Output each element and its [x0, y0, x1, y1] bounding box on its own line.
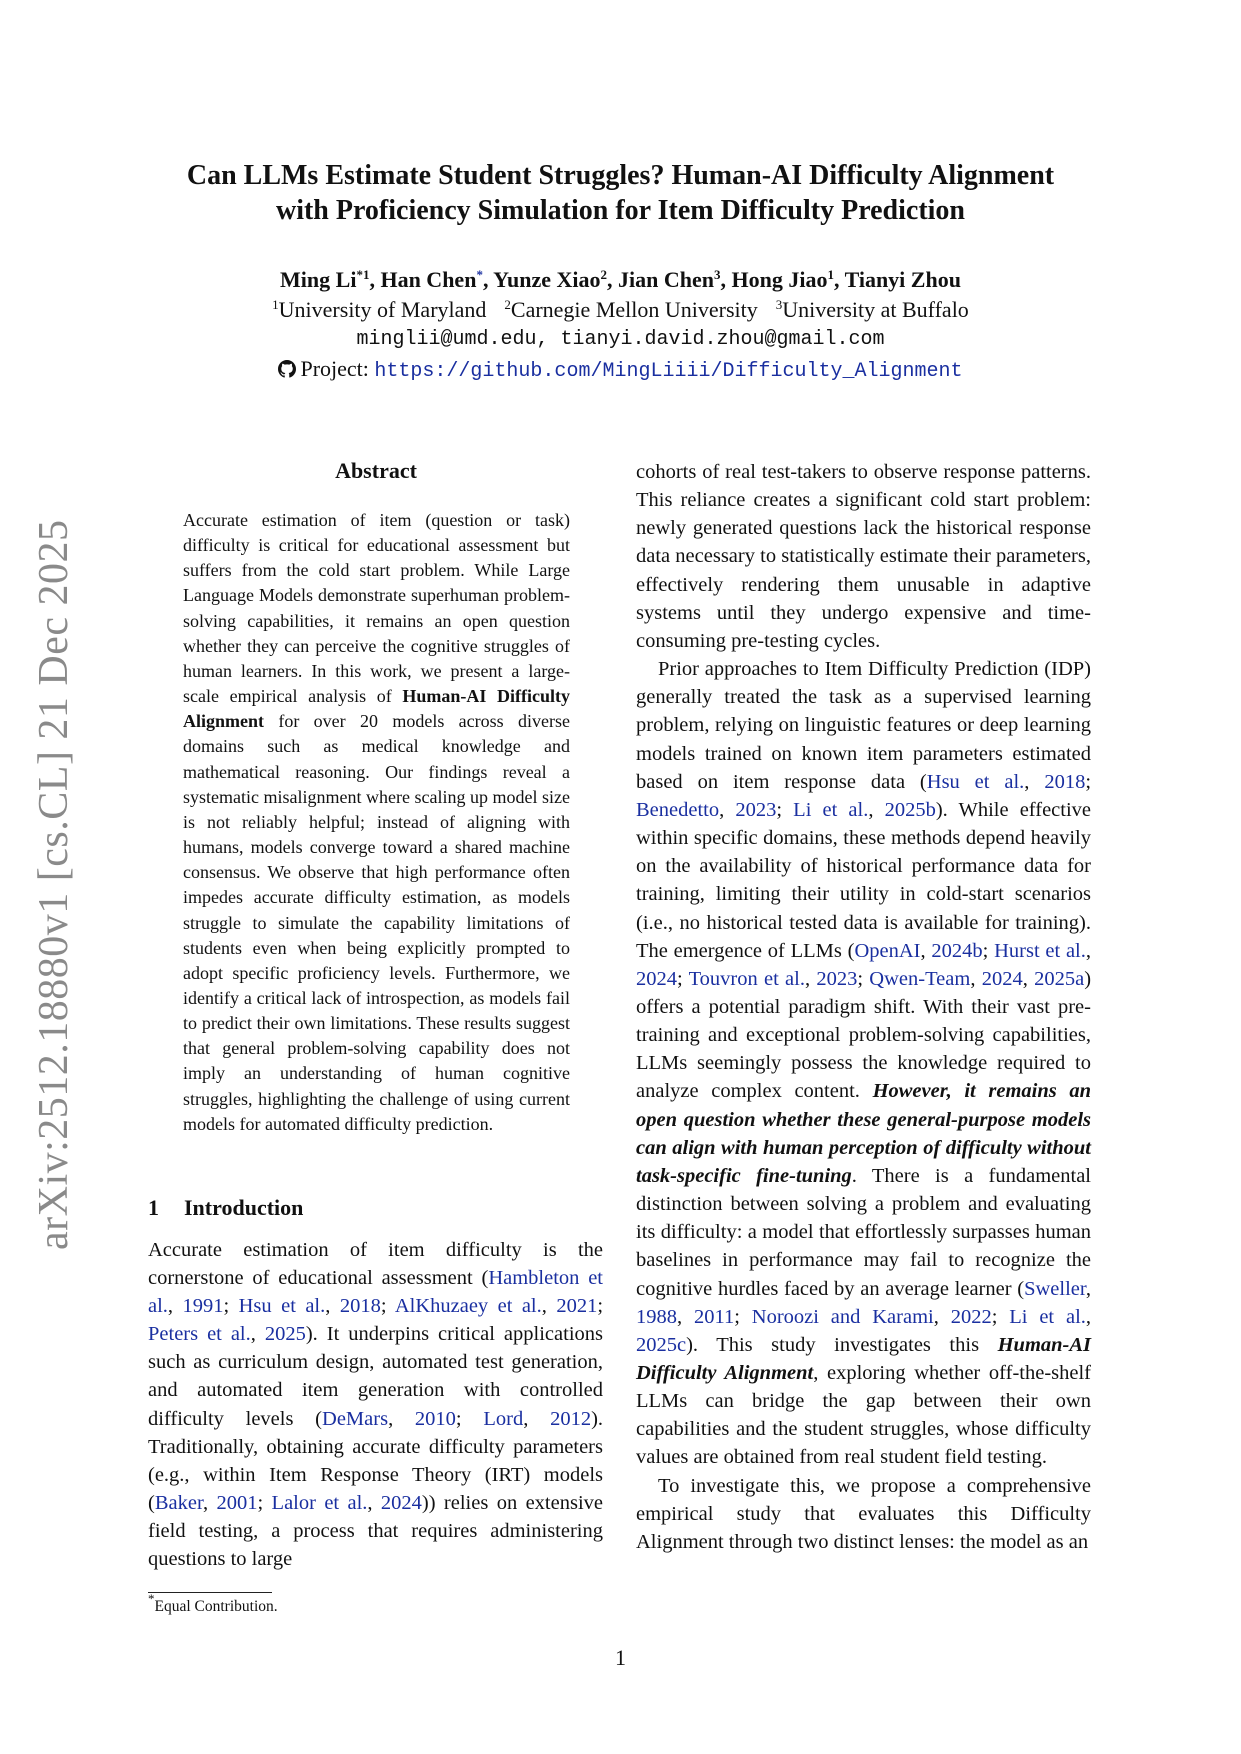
citation-link[interactable]: Benedetto: [636, 798, 720, 821]
affil-1-mark: 1: [272, 297, 279, 312]
affil-1: University of Maryland: [278, 297, 487, 322]
citation-link[interactable]: Baker: [154, 1491, 203, 1514]
author-list: Ming Li$^{*1}$, Han Chen*, Yunze Xiao$^2$, Jian Chen$^3$, Hong Jiao$^1$, Tianyi Zhou: [280, 267, 961, 292]
citation-year-link[interactable]: 2024b: [931, 939, 983, 962]
abstract-text-2: for over 20 models across diverse domains such as medical knowledge and mathematical reasoning. Our findings reveal a systematic misalignment where scaling up model size is not reliably helpful; instead of aligning with humans, models converge toward a shared machine consensus. We observe that high performance often impedes accurate difficulty estimation, as models struggle to simulate the capability limitations of students even when being explicitly prompted to adopt specific proficiency levels. Furthermore, we identify a critical lack of introspection, as models fail to predict their own limitations. These results suggest that general problem-solving capability does not imply an understanding of human cognitive struggles, highlighting the challenge of using current models for automated difficulty prediction.: [183, 711, 570, 1134]
citation-link[interactable]: Peters et al.: [148, 1323, 251, 1346]
citation-year-link[interactable]: 2025c: [636, 1333, 687, 1356]
citation-year-link[interactable]: 2018: [1044, 770, 1086, 793]
right-column: [636, 458, 1091, 1556]
section-heading-introduction: [148, 1195, 303, 1221]
citation-link[interactable]: AlKhuzaey et al.: [394, 1295, 542, 1318]
citation-link[interactable]: Lord: [483, 1407, 524, 1430]
paragraph: cohorts of real test-takers to observe response patterns. This reliance creates a significant cold start problem: newly generated questions lack the historical response data necessary to statistically estimate their parameters, effectively rendering them unusable in adaptive systems until they undergo expensive and time-consuming pre-testing cycles.: [636, 461, 1091, 652]
author-1: Ming Li: [280, 267, 357, 292]
citation-year-link[interactable]: 2024: [636, 967, 677, 990]
author-6: Tianyi Zhou: [844, 267, 961, 292]
author-2: Han Chen: [380, 267, 477, 292]
citation-year-link[interactable]: 2001: [216, 1491, 258, 1514]
citation-year-link[interactable]: 2023: [816, 967, 858, 990]
intro-paragraph: Accurate estimation of item difficulty is the cornerstone of educational assessment (Hambleton et al., 1991; Hsu et al., 2018; AlKhuzaey et al., 2021; Peters et al., 2025). It underpins critical applications such as curriculum design, automated test generation, and automated item generation with controlled difficulty levels (DeMars, 2010; Lord, 2012). Traditionally, obtaining accurate difficulty parameters (e.g., within Item Response Theory (IRT) models (Baker, 2001; Lalor et al., 2024)) relies on extensive field testing, a process that requires administering questions to large: [148, 1239, 604, 1571]
emphasis-text: However, it remains an open question whether these general-purpose models can align with human perception of difficulty without task-specific fine-tuning: [636, 1080, 1091, 1187]
footnote-rule: [148, 1592, 272, 1593]
footnote: [148, 1591, 278, 1616]
citation-year-link[interactable]: 2025b: [884, 798, 936, 821]
affil-3-mark: 3: [775, 297, 783, 312]
author-1-mark: *1: [356, 267, 370, 282]
emphasis-text: Human-AI Difficulty Alignment: [636, 1333, 1092, 1384]
footnote-text: Equal Contribution.: [154, 1598, 278, 1615]
citation-year-link[interactable]: 1991: [182, 1295, 224, 1318]
project-url-link[interactable]: https://github.com/MingLiiii/Difficulty_Alignment: [374, 360, 963, 383]
author-emails: minglii@umd.edu, tianyi.david.zhou@gmail.com: [356, 328, 885, 351]
citation-link[interactable]: Sweller: [1024, 1277, 1086, 1300]
citation-link[interactable]: Li et al.: [1009, 1305, 1086, 1328]
paper-title: [110, 158, 1131, 228]
title-line-1: Can LLMs Estimate Student Struggles? Human-AI Difficulty Alignment: [186, 160, 1055, 191]
citation-year-link[interactable]: 2025: [264, 1323, 306, 1346]
author-5: Hong Jiao: [731, 267, 828, 292]
github-icon: [278, 360, 296, 378]
paragraph: Prior approaches to Item Difficulty Prediction (IDP) generally treated the task as a supervised learning problem, relying on linguistic features or deep learning models trained on known item parameters estimated based on item response data (Hsu et al., 2018; Benedetto, 2023; Li et al., 2025b). While effective within specific domains, these methods depend heavily on the availability of historical performance data for training, limiting their utility in cold-start scenarios (i.e., no historical tested data is available for training). The emergence of LLMs (OpenAI, 2024b; Hurst et al., 2024; Touvron et al., 2023; Qwen-Team, 2024, 2025a) offers a potential paradigm shift. With their vast pre-training and exceptional problem-solving capabilities, LLMs seemingly possess the knowledge required to analyze complex content. However, it remains an open question whether these general-purpose models can align with human perception of difficulty without task-specific fine-tuning. There is a fundamental distinction between solving a problem and evaluating its difficulty: a model that effortlessly surpasses human baselines in performance may fail to recognize the cognitive hurdles faced by an average learner (Sweller, 1988, 2011; Noroozi and Karami, 2022; Li et al., 2025c). This study investigates this Human-AI Difficulty Alignment, exploring whether off-the-shelf LLMs can bridge the gap between their own capabilities and the student struggles, whose difficulty values are obtained from real student field testing.: [636, 658, 1092, 1469]
author-3: Yunze Xiao: [493, 267, 601, 292]
affil-3: University at Buffalo: [782, 297, 969, 322]
section-number: 1: [148, 1195, 159, 1220]
abstract-text-1: Accurate estimation of item (question or task) difficulty is critical for educational assessment but suffers from the cold start problem. While Large Language Models demonstrate superhuman problem-solving capabilities, it remains an open question whether they can perceive the cognitive struggles of human learners. In this work, we present a large-scale empirical analysis of: [183, 510, 570, 707]
page-number: 1: [615, 1645, 626, 1670]
citation-link[interactable]: Li et al.: [793, 798, 869, 821]
abstract-heading: Abstract: [335, 458, 417, 483]
citation-year-link[interactable]: 2012: [550, 1407, 592, 1430]
citation-link[interactable]: Hsu et al.: [926, 770, 1025, 793]
citation-year-link[interactable]: 2022: [950, 1305, 992, 1328]
citation-year-link[interactable]: 2024: [380, 1491, 422, 1514]
paragraph: To investigate this, we propose a comprehensive empirical study that evaluates this Difficulty Alignment through two distinct lenses: the model as an: [636, 1474, 1091, 1553]
citation-year-link[interactable]: 2010: [414, 1407, 456, 1430]
citation-link[interactable]: Hsu et al.: [238, 1295, 326, 1318]
footnote-mark: *: [148, 1591, 155, 1606]
section-title: Introduction: [184, 1195, 304, 1220]
citation-year-link[interactable]: 2025a: [1034, 967, 1085, 990]
arxiv-stamp: arXiv:2512.18880v1 [cs.CL] 21 Dec 2025: [31, 519, 77, 1250]
project-label: Project:: [300, 356, 369, 381]
title-line-2: with Proficiency Simulation for Item Difficulty Prediction: [275, 195, 966, 226]
citation-link[interactable]: Qwen-Team: [869, 967, 971, 990]
project-line: [110, 355, 1131, 386]
citation-link[interactable]: Lalor et al.: [271, 1491, 368, 1514]
citation-link[interactable]: Hambleton et al.: [148, 1267, 603, 1318]
citation-link[interactable]: Noroozi and Karami: [751, 1305, 934, 1328]
citation-year-link[interactable]: 2021: [556, 1295, 598, 1318]
abstract-bold-term: Human-AI Difficulty Alignment: [183, 686, 571, 732]
author-4-mark: 3: [713, 267, 721, 282]
author-2-mark[interactable]: *: [476, 267, 483, 282]
citation-year-link[interactable]: 2023: [735, 798, 777, 821]
author-3-mark: 2: [600, 267, 607, 282]
citation-year-link[interactable]: 2024: [981, 967, 1023, 990]
abstract-body: [183, 508, 570, 1137]
citation-year-link[interactable]: 1988: [636, 1305, 677, 1328]
citation-link[interactable]: OpenAI: [854, 939, 921, 962]
citation-year-link[interactable]: 2018: [339, 1295, 381, 1318]
affiliations: [110, 296, 1131, 324]
author-4: Jian Chen: [618, 267, 714, 292]
citation-year-link[interactable]: 2011: [693, 1305, 735, 1328]
affil-2-mark: 2: [504, 297, 511, 312]
citation-link[interactable]: Hurst et al.: [994, 939, 1086, 962]
author-5-mark: 1: [827, 267, 834, 282]
citation-link[interactable]: DeMars: [322, 1407, 389, 1430]
affil-2: Carnegie Mellon University: [510, 297, 758, 322]
citation-link[interactable]: Touvron et al.: [688, 967, 805, 990]
